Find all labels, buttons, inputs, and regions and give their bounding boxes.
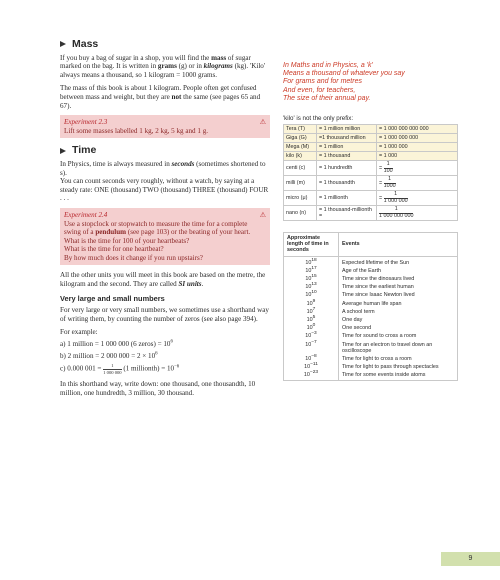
prefix-value: = 1 000 000 000 000 [377, 125, 458, 134]
prefix-row [284, 134, 458, 143]
prefix-name: Mega (M) [284, 143, 317, 152]
prefix-value: = 1 000 [377, 152, 458, 161]
time-table-row [284, 283, 458, 291]
time-value: $10^{-23}$ [284, 371, 339, 380]
prefix-name: nano (n) [284, 206, 317, 221]
time-paragraph-1: In Physics, time is always measured in seconds (sometimes shortened to s). You can count seconds very roughly, without a watch, by saying at a steady rate: ONE (thousand) TWO (thousand) THREE (thousand) FOUR . . . [60, 159, 269, 203]
time-value: $10^9$ [284, 300, 339, 308]
time-event: One second [339, 324, 458, 332]
numbers-paragraph-1: For very large or very small numbers, we sometimes use a shorthand way of writing them, by counting the number of zeros (see also page 394). [60, 306, 269, 323]
triangle-bullet-icon [60, 148, 66, 154]
prefix-row [284, 152, 458, 161]
warning-triangle-icon: ⚠ [259, 210, 266, 219]
prefix-meaning: = 1 million [317, 143, 377, 152]
time-event: Time since the dinosaurs lived [339, 275, 458, 283]
prefix-meaning: =1 thousand million [317, 134, 377, 143]
prefix-meaning: = 1 thousand-millionth = [317, 206, 377, 221]
prefix-row [284, 176, 458, 191]
si-units-paragraph: All the other units you will meet in this book are based on the metre, the kilogram and the second. They are called SI units. [60, 271, 266, 289]
time-table-row [284, 341, 458, 355]
time-event: A school term [339, 308, 458, 316]
experiment-body: Lift some masses labelled 1 kg, 2 kg, 5 kg and 1 g. [64, 126, 209, 135]
time-event: Time for light to pass through spectacles [339, 363, 458, 371]
time-table-header-length: Approximate length of time in seconds [284, 233, 339, 257]
prefix-meaning: = 1 million million [317, 125, 377, 134]
prefix-name: milli (m) [284, 176, 317, 191]
prefix-name: Giga (G) [284, 134, 317, 143]
time-value: $10^5$ [284, 316, 339, 324]
time-value: $10^{-11}$ [284, 363, 339, 371]
time-event: Time for an electron to travel down an oscilloscope [339, 341, 458, 355]
time-table-header-events: Events [339, 233, 458, 257]
experiment-body: Use a stopclock or stopwatch to measure the time for a complete swing of a pendulum (see page 103) or the beating of your heart. What is the time for 100 of your heartbeats? What is the time for one heartbeat? By how much does it change if you run upstairs? [64, 219, 251, 262]
time-event: Time for sound to cross a room [339, 332, 458, 340]
time-value: $10^{-3}$ [284, 332, 339, 340]
prefix-row [284, 206, 458, 221]
warning-triangle-icon: ⚠ [259, 118, 266, 127]
prefix-note: 'kilo' is not the only prefix: [283, 115, 354, 123]
prefix-meaning: = 1 hundredth [317, 161, 377, 176]
prefix-row [284, 161, 458, 176]
example-a: a) 1 million = 1 000 000 (6 zeros) = $10^6$ [60, 339, 173, 349]
time-value: $10^{13}$ [284, 283, 339, 291]
time-value: $10^0$ [284, 324, 339, 332]
time-value: $10^7$ [284, 308, 339, 316]
time-table-row [284, 291, 458, 299]
time-table-row [284, 371, 458, 380]
time-value: $10^{-8}$ [284, 355, 339, 363]
time-event: Time since the earliest human [339, 283, 458, 291]
prefix-meaning: = 1 thousandth [317, 176, 377, 191]
time-value: $10^{15}$ [284, 275, 339, 283]
time-table-row [284, 308, 458, 316]
experiment-title: Experiment 2.4 [64, 210, 108, 219]
left-column [60, 40, 270, 402]
page-number: 9 [441, 552, 500, 566]
prefix-table [283, 124, 458, 221]
prefix-row [284, 143, 458, 152]
numbers-paragraph-2: In this shorthand way, write down: one thousand, one thousandth, 10 million, one hundredth, 3 million, 30 thousand. [60, 380, 256, 397]
prefix-name: Tera (T) [284, 125, 317, 134]
time-table-row [284, 332, 458, 340]
experiment-box [60, 115, 270, 138]
experiment-title: Experiment 2.3 [64, 118, 108, 127]
prefix-row [284, 125, 458, 134]
prefix-name: micro (μ) [284, 191, 317, 206]
kilo-poem: In Maths and in Physics, a 'k' Means a thousand of whatever you say For grams and for metres And even, for teachers, The size of their annual pay. [283, 62, 405, 102]
time-value: $10^{-7}$ [284, 341, 339, 355]
time-value: $10^{18}$ [284, 256, 339, 267]
prefix-meaning: = 1 thousand [317, 152, 377, 161]
time-table-row [284, 275, 458, 283]
triangle-bullet-icon [60, 41, 66, 47]
time-value: $10^{17}$ [284, 267, 339, 275]
prefix-value: = $\frac{1}{100}$ [377, 161, 458, 176]
mass-paragraph-1: If you buy a bag of sugar in a shop, you will find the mass of sugar marked on the bag. It is written in grams (g) or in kilograms (kg). 'Kilo' always means a thousand, so 1 kilogram = 1000 grams. [60, 53, 266, 79]
section-heading-mass: Mass [60, 40, 270, 49]
example-label: For example: [60, 328, 98, 337]
right-column [283, 62, 458, 381]
time-table-row [284, 300, 458, 308]
prefix-value: = 1 000 000 [377, 143, 458, 152]
example-c: c) 0.000 001 = $\frac{1}{1 000 000}$ (1 millionth) = $10^{-6}$ [60, 363, 180, 375]
time-event: Time for light to cross a room [339, 355, 458, 363]
prefix-value: = $\frac{1}{1000}$ [377, 176, 458, 191]
time-event: One day [339, 316, 458, 324]
time-event: Expected lifetime of the Sun [339, 256, 458, 267]
time-event: Average human life span [339, 300, 458, 308]
subheading-large-small-numbers: Very large and small numbers [60, 293, 165, 303]
prefix-name: kilo (k) [284, 152, 317, 161]
time-table-row [284, 267, 458, 275]
mass-paragraph-2: The mass of this book is about 1 kilogram. People often get confused between mass and weight, but they are not the same (see pages 65 and 67). [60, 84, 261, 110]
prefix-value: = $\frac{1}{1 000 000}$ [377, 191, 458, 206]
prefix-value: = 1 000 000 000 [377, 134, 458, 143]
example-b: b) 2 million = 2 000 $000 = 2 \times 10^6$ [60, 351, 158, 360]
time-table-row [284, 324, 458, 332]
time-event: Age of the Earth [339, 267, 458, 275]
time-event: Time for some events inside atoms [339, 371, 458, 380]
time-table-row [284, 316, 458, 324]
section-heading-time: Time [60, 146, 270, 155]
time-event: Time since Isaac Newton lived [339, 291, 458, 299]
time-table [283, 232, 458, 381]
prefix-name: centi (c) [284, 161, 317, 176]
experiment-box [60, 208, 270, 266]
prefix-row [284, 191, 458, 206]
prefix-value: $\frac{1}{1 000 000 000}$ [377, 206, 458, 221]
time-value: $10^{10}$ [284, 291, 339, 299]
prefix-meaning: = 1 millionth [317, 191, 377, 206]
time-table-row [284, 256, 458, 267]
